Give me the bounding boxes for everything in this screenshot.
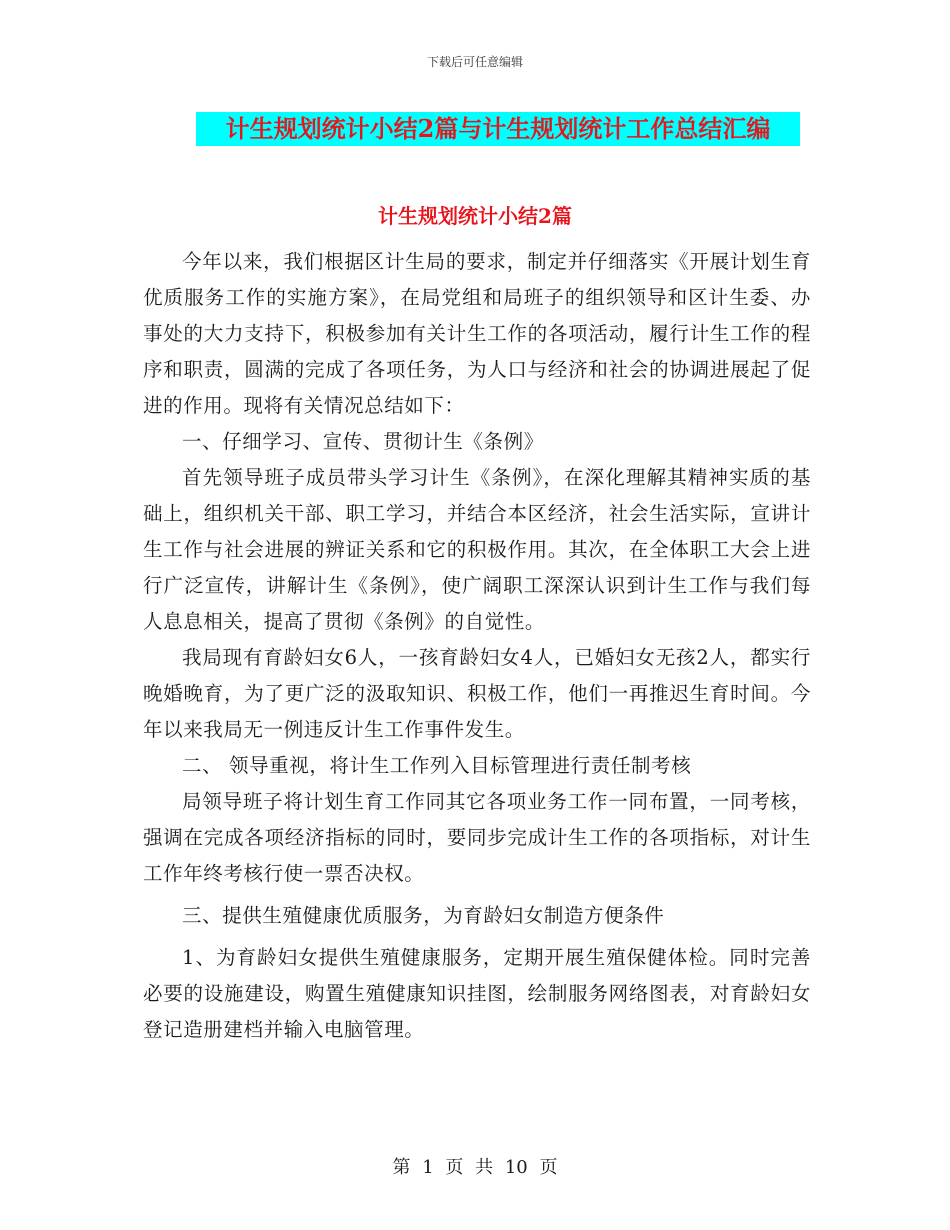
section-heading-2: 二、 领导重视，将计生工作列入目标管理进行责任制考核 [182, 754, 692, 777]
section-heading-3: 三、提供生殖健康优质服务，为育龄妇女制造方便条件 [182, 904, 665, 927]
paragraph-section-3-item-1: 1、为育龄妇女提供生殖健康服务，定期开展生殖保健体检。同时完善必要的设施建设，购置生殖健康知识挂图，绘制服务网络图表，对育龄妇女登记造册建档并输入电脑管理。 [143, 946, 811, 1041]
document-main-title: 计生规划统计小结2篇与计生规划统计工作总结汇编 [196, 112, 800, 146]
page-number: 第 1 页 共 10 页 [392, 1157, 558, 1178]
paragraph-intro: 今年以来，我们根据区计生局的要求，制定并仔细落实《开展计划生育优质服务工作的实施方案》，在局党组和局班子的组织领导和区计生委、办事处的大力支持下，积极参加有关计生工作的各项活动，履行计生工作的程序和职责，圆满的完成了各项任务，为人口与经济和社会的协调进展起了促进的作用。现将有关情况总结如下： [143, 250, 811, 417]
document-body [143, 244, 811, 1048]
header-note: 下载后可任意编辑 [426, 55, 523, 69]
document-sub-title: 计生规划统计小结2篇 [378, 204, 572, 228]
section-heading-1: 一、仔细学习、宣传、贯彻计生《条例》 [182, 430, 544, 453]
paragraph-section-1-b: 我局现有育龄妇女6人，一孩育龄妇女4人，已婚妇女无孩2人，都实行晚婚晚育，为了更广泛的汲取知识、积极工作，他们一再推迟生育时间。今年以来我局无一例违反计生工作事件发生。 [143, 646, 811, 741]
paragraph-section-2: 局领导班子将计划生育工作同其它各项业务工作一同布置，一同考核，强调在完成各项经济指标的同时，要同步完成计生工作的各项指标，对计生工作年终考核行使一票否决权。 [143, 790, 811, 885]
paragraph-section-1-a: 首先领导班子成员带头学习计生《条例》，在深化理解其精神实质的基础上，组织机关干部、职工学习，并结合本区经济，社会生活实际，宣讲计生工作与社会进展的辨证关系和它的积极作用。其次，在全体职工大会上进行广泛宣传，讲解计生《条例》，使广阔职工深深认识到计生工作与我们每人息息相关，提高了贯彻《条例》的自觉性。 [143, 466, 811, 633]
